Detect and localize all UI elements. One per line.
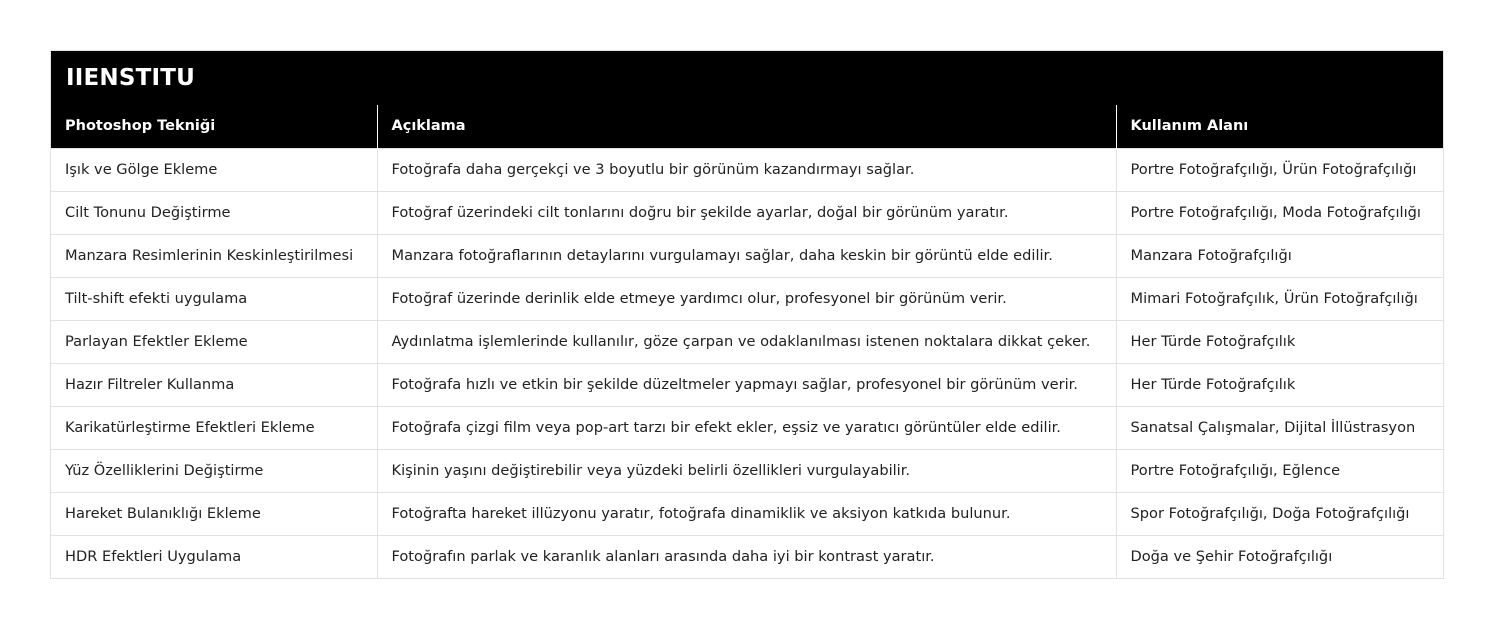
cell-technique: HDR Efektleri Uygulama [51, 535, 377, 578]
table-row [51, 363, 1443, 406]
table-row [51, 148, 1443, 191]
cell-description: Fotoğraf üzerinde derinlik elde etmeye yardımcı olur, profesyonel bir görünüm verir. [377, 277, 1116, 320]
table-row [51, 535, 1443, 578]
cell-usage-area: Doğa ve Şehir Fotoğrafçılığı [1116, 535, 1443, 578]
cell-description: Aydınlatma işlemlerinde kullanılır, göze çarpan ve odaklanılması istenen noktalara dikkat çeker. [377, 320, 1116, 363]
cell-usage-area: Her Türde Fotoğrafçılık [1116, 320, 1443, 363]
cell-technique: Parlayan Efektler Ekleme [51, 320, 377, 363]
data-table-container [50, 50, 1444, 579]
cell-usage-area: Portre Fotoğrafçılığı, Moda Fotoğrafçılığı [1116, 191, 1443, 234]
cell-usage-area: Mimari Fotoğrafçılık, Ürün Fotoğrafçılığı [1116, 277, 1443, 320]
cell-description: Fotoğrafın parlak ve karanlık alanları arasında daha iyi bir kontrast yaratır. [377, 535, 1116, 578]
cell-usage-area: Sanatsal Çalışmalar, Dijital İllüstrasyon [1116, 406, 1443, 449]
column-header-description: Açıklama [377, 105, 1116, 148]
table-body [51, 148, 1443, 578]
cell-technique: Cilt Tonunu Değiştirme [51, 191, 377, 234]
table-row [51, 277, 1443, 320]
cell-usage-area: Manzara Fotoğrafçılığı [1116, 234, 1443, 277]
cell-technique: Işık ve Gölge Ekleme [51, 148, 377, 191]
cell-technique: Manzara Resimlerinin Keskinleştirilmesi [51, 234, 377, 277]
cell-description: Fotoğraf üzerindeki cilt tonlarını doğru bir şekilde ayarlar, doğal bir görünüm yaratır. [377, 191, 1116, 234]
table-row [51, 320, 1443, 363]
cell-usage-area: Spor Fotoğrafçılığı, Doğa Fotoğrafçılığı [1116, 492, 1443, 535]
column-header-usage-area: Kullanım Alanı [1116, 105, 1443, 148]
table-row [51, 234, 1443, 277]
cell-usage-area: Portre Fotoğrafçılığı, Eğlence [1116, 449, 1443, 492]
cell-technique: Karikatürleştirme Efektleri Ekleme [51, 406, 377, 449]
brand-title: IIENSTITU [51, 51, 1443, 105]
table-row [51, 492, 1443, 535]
table-row [51, 449, 1443, 492]
cell-usage-area: Portre Fotoğrafçılığı, Ürün Fotoğrafçılığı [1116, 148, 1443, 191]
photoshop-techniques-table [51, 105, 1443, 578]
cell-description: Fotoğrafa daha gerçekçi ve 3 boyutlu bir görünüm kazandırmayı sağlar. [377, 148, 1116, 191]
cell-description: Manzara fotoğraflarının detaylarını vurgulamayı sağlar, daha keskin bir görüntü elde edilir. [377, 234, 1116, 277]
cell-description: Fotoğrafa hızlı ve etkin bir şekilde düzeltmeler yapmayı sağlar, profesyonel bir görünüm verir. [377, 363, 1116, 406]
cell-technique: Hazır Filtreler Kullanma [51, 363, 377, 406]
column-header-technique: Photoshop Tekniği [51, 105, 377, 148]
header-row [51, 105, 1443, 148]
cell-technique: Yüz Özelliklerini Değiştirme [51, 449, 377, 492]
cell-technique: Hareket Bulanıklığı Ekleme [51, 492, 377, 535]
cell-technique: Tilt-shift efekti uygulama [51, 277, 377, 320]
cell-description: Fotoğrafta hareket illüzyonu yaratır, fotoğrafa dinamiklik ve aksiyon katkıda bulunur. [377, 492, 1116, 535]
cell-description: Kişinin yaşını değiştirebilir veya yüzdeki belirli özellikleri vurgulayabilir. [377, 449, 1116, 492]
table-row [51, 406, 1443, 449]
cell-description: Fotoğrafa çizgi film veya pop-art tarzı bir efekt ekler, eşsiz ve yaratıcı görüntüler elde edilir. [377, 406, 1116, 449]
table-header [51, 105, 1443, 148]
table-row [51, 191, 1443, 234]
cell-usage-area: Her Türde Fotoğrafçılık [1116, 363, 1443, 406]
